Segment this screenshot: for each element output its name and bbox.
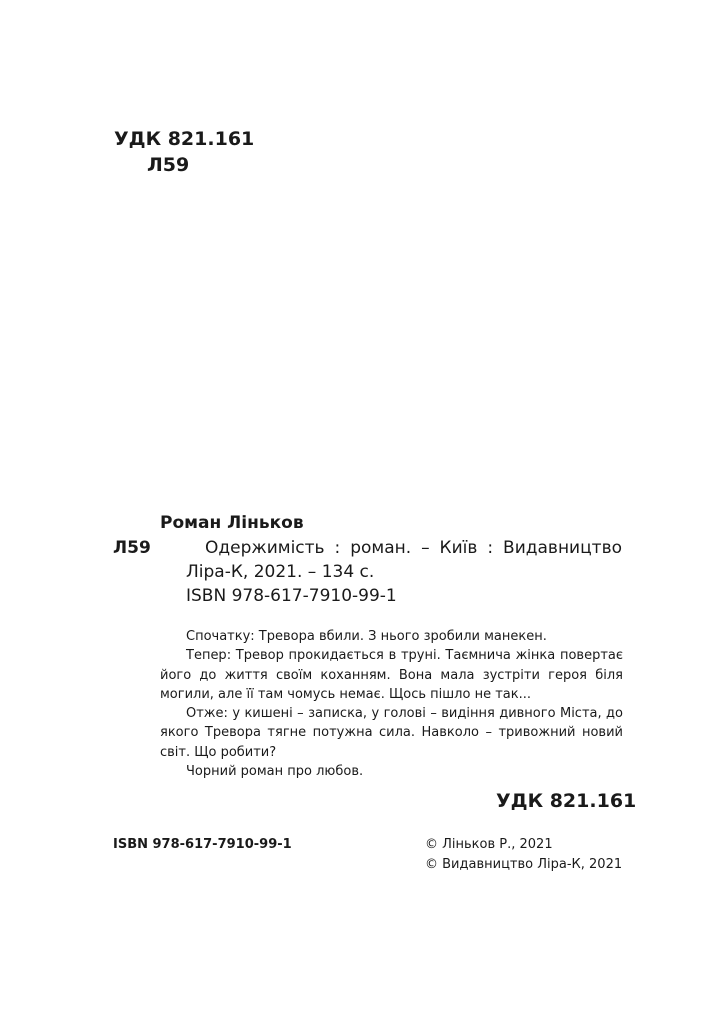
title-line: Одержимість : роман. – Київ : Видавництво <box>205 538 622 558</box>
isbn-line: ISBN 978-617-7910-99-1 <box>186 586 397 606</box>
udk-code-top: УДК 821.161 <box>114 128 255 150</box>
udk-code-bottom: УДК 821.161 <box>496 790 637 812</box>
annotation-paragraph: Спочатку: Тревора вбили. З нього зробили манекен. <box>186 629 547 644</box>
copyright-publisher: © Видавництво Ліра-К, 2021 <box>425 857 623 872</box>
author-sign: Л59 <box>113 538 151 558</box>
author-name: Роман Ліньков <box>160 513 304 533</box>
publisher-line: Ліра-К, 2021. – 134 с. <box>186 562 375 582</box>
author-sign-top: Л59 <box>147 154 190 176</box>
annotation <box>160 627 623 781</box>
annotation-paragraph: Чорний роман про любов. <box>186 764 364 780</box>
isbn-bottom: ISBN 978-617-7910-99-1 <box>113 837 292 852</box>
annotation-paragraph: Отже: у кишені – записка, у голові – видіння дивного Міста, до якого Тревора тягне потужна сила. Навколо – тривожний новий світ. Що робити? <box>160 706 623 760</box>
annotation-paragraph: Тепер: Тревор прокидається в труні. Таємнича жінка повертає його до життя своїм коханням. Вона мала зустріти героя біля могили, але її там чомусь немає. Щось пішло не так... <box>160 648 623 702</box>
copyright-author: © Ліньков Р., 2021 <box>425 837 553 852</box>
